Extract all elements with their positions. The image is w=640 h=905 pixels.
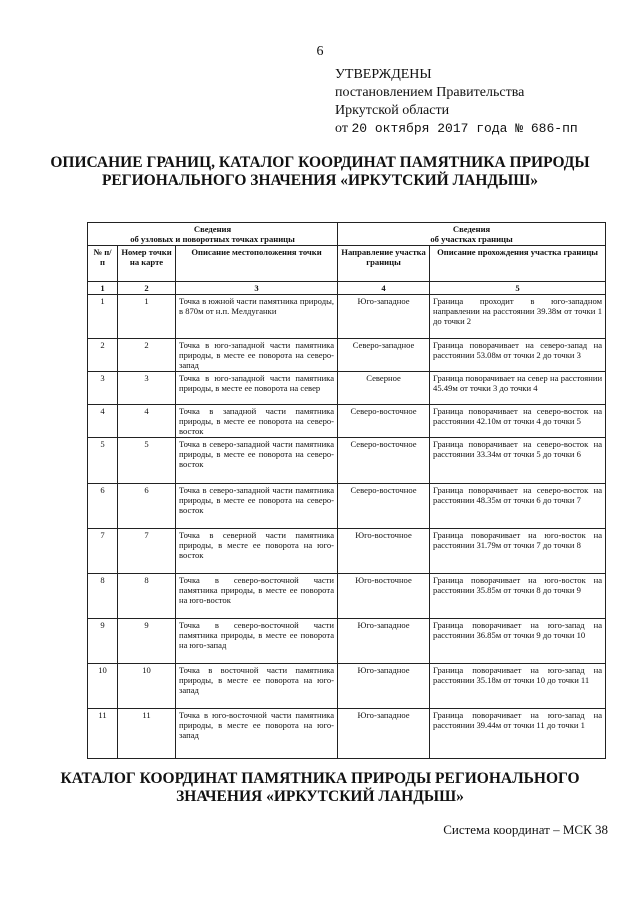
table-row — [88, 664, 606, 709]
row-number: 4 — [88, 405, 118, 438]
segment-direction: Юго-восточное — [338, 529, 430, 574]
point-description: Точка в северной части памятника природы, в месте ее поворота на юго-восток — [176, 529, 338, 574]
page-number: 6 — [316, 44, 324, 59]
column-header: Направление участка границы — [338, 246, 430, 282]
segment-route: Граница поворачивает на юго-восток на расстоянии 31.79м от точки 7 до точки 8 — [430, 529, 606, 574]
point-description: Точка в юго-восточной части памятника природы, в месте ее поворота на юго-запад — [176, 709, 338, 759]
table-row — [88, 372, 606, 405]
table-row — [88, 574, 606, 619]
row-number: 1 — [88, 295, 118, 339]
approval-block — [335, 66, 578, 138]
point-number: 5 — [118, 438, 176, 484]
group-header-segments: Сведения об участках границы — [338, 223, 606, 246]
column-number: 1 — [88, 282, 118, 295]
segment-direction: Юго-западное — [338, 619, 430, 664]
row-number: 8 — [88, 574, 118, 619]
point-description: Точка в юго-западной части памятника природы, в месте ее поворота на северо-запад — [176, 339, 338, 372]
table-row — [88, 295, 606, 339]
point-number: 11 — [118, 709, 176, 759]
point-description: Точка в северо-восточной части памятника природы, в месте ее поворота на юго-восток — [176, 574, 338, 619]
column-header: Описание прохождения участка границы — [430, 246, 606, 282]
column-header: Описание местоположения точки — [176, 246, 338, 282]
column-number: 4 — [338, 282, 430, 295]
table-row — [88, 405, 606, 438]
segment-route: Граница поворачивает на юго-запад на расстоянии 36.85м от точки 9 до точки 10 — [430, 619, 606, 664]
segment-direction: Северо-восточное — [338, 484, 430, 529]
segment-route: Граница поворачивает на юго-запад на расстоянии 39.44м от точки 11 до точки 1 — [430, 709, 606, 759]
table-row — [88, 339, 606, 372]
table-row — [88, 709, 606, 759]
row-number: 5 — [88, 438, 118, 484]
point-number: 7 — [118, 529, 176, 574]
approval-heading: УТВЕРЖДЕНЫ — [335, 67, 432, 82]
column-number: 5 — [430, 282, 606, 295]
row-number: 9 — [88, 619, 118, 664]
point-number: 3 — [118, 372, 176, 405]
segment-direction: Юго-восточное — [338, 574, 430, 619]
table-row — [88, 438, 606, 484]
row-number: 10 — [88, 664, 118, 709]
point-number: 8 — [118, 574, 176, 619]
row-number: 11 — [88, 709, 118, 759]
segment-direction: Юго-западное — [338, 664, 430, 709]
point-number: 9 — [118, 619, 176, 664]
point-number: 2 — [118, 339, 176, 372]
segment-direction: Юго-западное — [338, 295, 430, 339]
column-header: № п/п — [88, 246, 118, 282]
segment-route: Граница поворачивает на юго-запад на расстоянии 35.18м от точки 10 до точки 11 — [430, 664, 606, 709]
segment-direction: Северо-восточное — [338, 438, 430, 484]
point-description: Точка в северо-западной части памятника природы, в месте ее поворота на северо-восток — [176, 438, 338, 484]
segment-direction: Северо-восточное — [338, 405, 430, 438]
point-number: 4 — [118, 405, 176, 438]
column-header: Номер точки на карте — [118, 246, 176, 282]
segment-route: Граница поворачивает на север на расстоянии 45.49м от точки 3 до точки 4 — [430, 372, 606, 405]
catalog-title: КАТАЛОГ КООРДИНАТ ПАМЯТНИКА ПРИРОДЫ РЕГИОНАЛЬНОГО ЗНАЧЕНИЯ «ИРКУТСКИЙ ЛАНДЫШ» — [60, 770, 580, 805]
boundary-table — [87, 222, 606, 759]
approval-region: Иркутской области — [335, 103, 450, 118]
segment-route: Граница поворачивает на юго-восток на расстоянии 35.85м от точки 8 до точки 9 — [430, 574, 606, 619]
point-description: Точка в западной части памятника природы, в месте ее поворота на северо-восток — [176, 405, 338, 438]
segment-route: Граница поворачивает на северо-восток на расстоянии 42.10м от точки 4 до точки 5 — [430, 405, 606, 438]
segment-route: Граница проходит в юго-западном направлении на расстоянии 39.38м от точки 1 до точки 2 — [430, 295, 606, 339]
segment-route: Граница поворачивает на северо-запад на расстоянии 53.08м от точки 2 до точки 3 — [430, 339, 606, 372]
point-number: 1 — [118, 295, 176, 339]
table-row — [88, 529, 606, 574]
row-number: 3 — [88, 372, 118, 405]
point-description: Точка в северо-восточной части памятника природы, в месте ее поворота на юго-запад — [176, 619, 338, 664]
coordinate-system: Система координат – МСК 38 — [443, 822, 608, 837]
row-number: 2 — [88, 339, 118, 372]
approval-resolution: постановлением Правительства — [335, 85, 525, 100]
segment-route: Граница поворачивает на северо-восток на расстоянии 48.35м от точки 6 до точки 7 — [430, 484, 606, 529]
point-description: Точка в северо-западной части памятника природы, в месте ее поворота на северо-восток — [176, 484, 338, 529]
point-description: Точка в южной части памятника природы, в 870м от н.п. Мелдуганки — [176, 295, 338, 339]
point-number: 10 — [118, 664, 176, 709]
segment-route: Граница поворачивает на северо-восток на расстоянии 33.34м от точки 5 до точки 6 — [430, 438, 606, 484]
segment-direction: Северо-западное — [338, 339, 430, 372]
group-header-points: Сведения об узловых и поворотных точках границы — [88, 223, 338, 246]
point-description: Точка в восточной части памятника природы, в месте ее поворота на юго-запад — [176, 664, 338, 709]
approval-date-line — [335, 120, 578, 138]
column-number: 3 — [176, 282, 338, 295]
approval-from: от — [335, 121, 348, 136]
row-number: 7 — [88, 529, 118, 574]
table-row — [88, 484, 606, 529]
column-number: 2 — [118, 282, 176, 295]
point-description: Точка в юго-западной части памятника природы, в месте ее поворота на север — [176, 372, 338, 405]
approval-date: 20 октября 2017 года № 686-пп — [351, 121, 578, 136]
table-row — [88, 619, 606, 664]
point-number: 6 — [118, 484, 176, 529]
document-title: ОПИСАНИЕ ГРАНИЦ, КАТАЛОГ КООРДИНАТ ПАМЯТНИКА ПРИРОДЫ РЕГИОНАЛЬНОГО ЗНАЧЕНИЯ «ИРКУТСКИЙ ЛАНДЫШ» — [50, 154, 590, 189]
segment-direction: Юго-западное — [338, 709, 430, 759]
row-number: 6 — [88, 484, 118, 529]
segment-direction: Северное — [338, 372, 430, 405]
